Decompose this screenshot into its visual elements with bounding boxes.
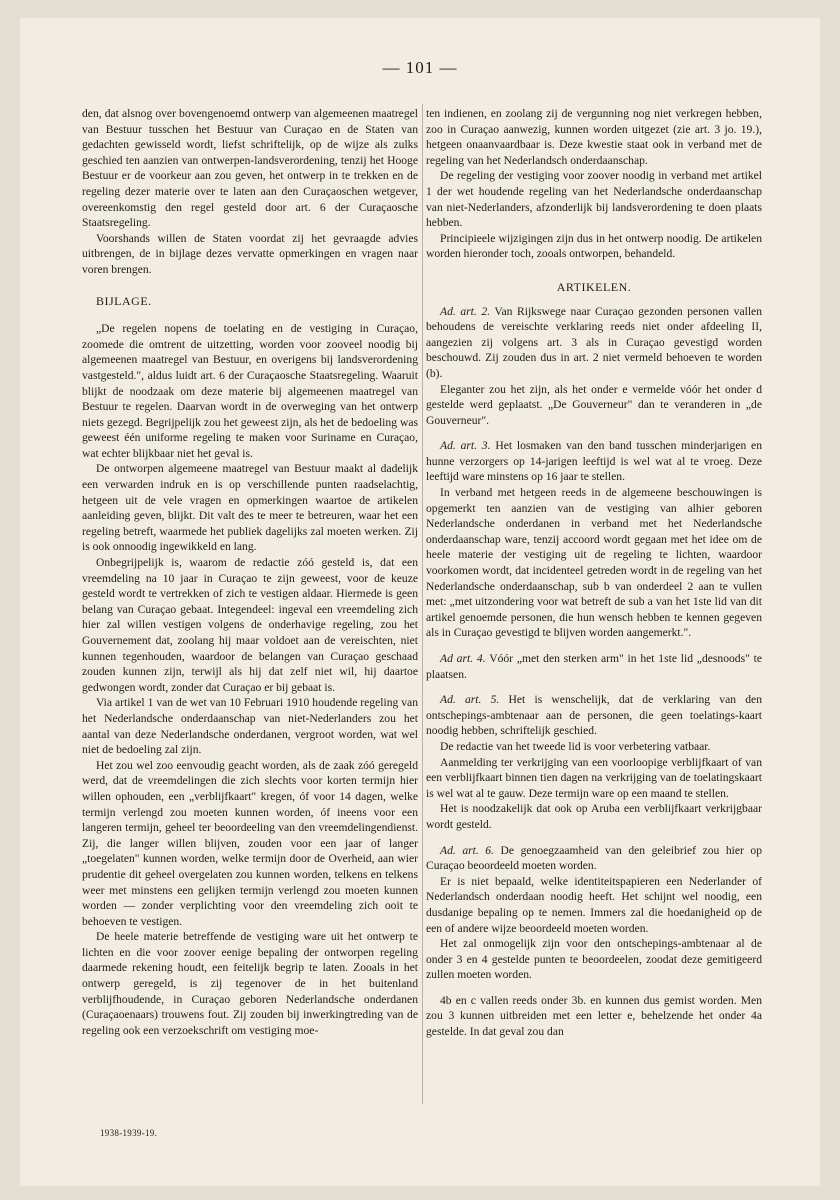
paragraph: „De regelen nopens de toelating en de vestiging in Curaçao, zoomede die omtrent de uitzetting, worden voor zooveel noodig bij algemeenen maatregel van Bestuur, en overigens bij landsverordening vastgesteld.", aldus luidt art. 6 der Curaçaosche Staatsregeling. Waaruit blijkt de noodzaak om deze materie bij algemeenen maatregel van Bestuur te regelen. Daarvan wordt in de overweging van het ontwerp niets gezegd. Begrijpelijk zou het geweest zijn, als het de bedoeling was geweest één uniforme regeling te maken voor Suriname en Curaçao, wat echter blijkbaar niet het geval is. xyxy=(82,322,418,460)
article-text: De genoegzaamheid van den geleibrief zou hier op Curaçao beoordeeld moeten worden. xyxy=(426,843,763,873)
article-paragraph xyxy=(426,843,762,874)
left-column xyxy=(82,106,418,1038)
article-label: Ad. art. 3. xyxy=(440,439,491,453)
article-label: Ad. art. 2. xyxy=(440,304,491,318)
paragraph: De ontworpen algemeene maatregel van Bestuur maakt al dadelijk een verwarden indruk en is op verschillende punten raadselachtig, hetgeen uit de vele vragen en opmerkingen waartoe de artikelen aanleiding geven, blijkt. Dit valt des te meer te betreuren, waar het een regeling betreft, waarmede het publiek dagelijks zal moeten werken. Zij is ook onnoodig ingewikkeld en lang. xyxy=(82,462,418,554)
paragraph: In verband met hetgeen reeds in de algemeene beschouwingen is opgemerkt ten aanzien van de vestiging van alhier geboren Nederlandsche onderdanen in verband met het Nederlandsche onderdaanschap ware, tenzij accoord wordt gegaan met het idee om de heele materie der vestiging uit de regeling te lichten, waardoor voorkomen wordt, dat incidenteel getreden wordt in de regeling van het Nederlandsche onderdaanschap, sub b van onderdeel 2 aan te vullen met: „met uitzondering voor wat betreft de sub a van het 1ste lid van dit artikel genoemde personen, die hun wensch hebben te kennen gegeven als in Curaçao gevestigd te blijven worden aangemerkt.". xyxy=(426,486,762,640)
article-paragraph xyxy=(426,651,762,682)
paragraph: Via artikel 1 van de wet van 10 Februari 1910 houdende regeling van het Nederlandsche onderdaanschap van niet-Nederlanders zou het aantal van deze Nederlandsche onderdanen, vergroot worden, wat wel niet de bedoeling zal zijn. xyxy=(82,696,418,757)
article-label: Ad. art. 6. xyxy=(440,843,494,857)
article-paragraph xyxy=(426,304,762,382)
paragraph: Er is niet bepaald, welke identiteitspapieren een Nederlander of Nederlandsch onderdaan noodig heeft. Het schijnt wel noodig, een dusdanige bepaling op te nemen. Immers zal die hoedanigheid op de een of andere wijze beoordeeld moeten worden. xyxy=(426,874,762,935)
paragraph: Het is noodzakelijk dat ook op Aruba een verblijfkaart verkrijgbaar wordt gesteld. xyxy=(426,802,762,831)
paragraph: 4b en c vallen reeds onder 3b. en kunnen dus gemist worden. Men zou 3 kunnen uitbreiden met een letter e, behelzende het onder 4a gestelde. In dat geval zou dan xyxy=(426,993,762,1039)
paragraph: Het zal onmogelijk zijn voor den ontschepings-ambtenaar al de onder 3 en 4 gestelde punten te beoordeelen, zoodat deze gemitigeerd zullen moeten worden. xyxy=(426,937,762,982)
column-divider xyxy=(422,104,423,1104)
footer-document-code: 1938-1939-19. xyxy=(100,1128,158,1138)
article-label: Ad. art. 5. xyxy=(440,693,500,707)
right-column xyxy=(426,106,762,1040)
paragraph: den, dat alsnog over bovengenoemd ontwerp van algemeenen maatregel van Bestuur tusschen het Bestuur van Curaçao en de Staten van gedachten gewisseld wordt, liefst schriftelijk, op de wijze als zulks geschied ten aanzien van ontwerpen-landsverordening, tenzij het Hooge Bestuur er de voorkeur aan zou geven, het ontwerp in te trekken en de regeling dezer materie over te laten aan den Curaçaoschen wetgever, overeenkomstig den regel gesteld door art. 6 der Curaçaosche Staatsregeling. xyxy=(82,107,418,230)
article-paragraph xyxy=(426,692,762,739)
section-heading-artikelen: ARTIKELEN. xyxy=(556,279,632,294)
section-heading-bijlage: BIJLAGE. xyxy=(96,293,152,308)
article-text: Het is wenschelijk, dat de verklaring van den ontschepings-ambtenaar aan de personen, die geen toelatings-kaart noodig hebben, schriftelijk geschied. xyxy=(426,693,762,738)
paragraph: Het zou wel zoo eenvoudig geacht worden, als de zaak zóó geregeld werd, dat de vreemdelingen die zich slechts voor korten termijn hier willen ophouden, een „verblijfkaart" kregen, óf voor 14 dagen, welke termijn verlengd zou moeten kunnen worden, óf ineens voor een langeren termijn, geheel ter beoordeeling van den vreemdelingendienst. Zij, die langer willen blijven, zouden voor een jaar of langer „toegelaten" kunnen worden, welke termijn door de Overheid, aan wier prudentie dit geheel overgelaten zou kunnen worden, telkens en telkens weer met minstens een gelijken termijn verlengd zou moeten kunnen worden — zonder verplichting voor den vreemdeling zich ooit te behoeven te vestigen. xyxy=(82,758,418,928)
paragraph: Voorshands willen de Staten voordat zij het gevraagde advies uitbrengen, de in bijlage dezes vervatte opmerkingen en vragen naar voren brengen. xyxy=(82,231,418,276)
article-text: Van Rijkswege naar Curaçao gezonden personen vallen behoudens de vereischte verklaring reeds niet onder afdeeling II, aangezien zij volgens art. 3 als in Curaçao gevestigd worden beschouwd. Zij zouden dus in art. 2 niet vermeld behoeven te worden (b). xyxy=(426,304,762,380)
paragraph: De redactie van het tweede lid is voor verbetering vatbaar. xyxy=(440,739,711,753)
page-number: — 101 — xyxy=(382,58,458,77)
paragraph: De regeling der vestiging voor zoover noodig in verband met artikel 1 der wet houdende regeling van het Nederlandsche onderdaanschap van niet-Nederlanders, afzonderlijk bij landsverordening te doen plaats hebben. xyxy=(426,169,762,230)
paragraph: Onbegrijpelijk is, waarom de redactie zóó gesteld is, dat een vreemdeling na 10 jaar in Curaçao te zijn geweest, voor de keuze gesteld wordt te vertrekken of zich te vestigen aldaar. Hiermede is geen belang van Curaçao gebaat. Integendeel: ingeval een vreemdeling zich hier zal willen vestigen volgens de onderhavige regeling, zou het Gouvernement dat, zoolang hij maar voldoet aan de vereischten, niet kunnen tegenhouden, waardoor de belangen van Curaçao geschaad zouden kunnen zijn, terwijl als hij dat zelf niet wil, hij daartoe gedwongen wordt, zonder dat Curaçao er bij gebaat is. xyxy=(82,556,418,694)
article-text: Het losmaken van den band tusschen minderjarigen en hunne verzorgers op 14-jarigen leeftijd is wel wat al te vroeg. Deze leeftijd ware minstens op 16 jaar te stellen. xyxy=(426,439,763,484)
paragraph: ten indienen, en zoolang zij de vergunning nog niet verkregen hebben, zoo in Curaçao aanwezig, kunnen worden uitgezet (zie art. 3 jo. 19.), hetgeen onaanvaardbaar is. Deze kwestie staat ook in verband met de regeling van het Nederlandsch onderdaanschap. xyxy=(426,107,762,167)
article-text: Vóór „met den sterken arm" in het 1ste lid „desnoods" te plaatsen. xyxy=(426,652,762,681)
paragraph: De heele materie betreffende de vestiging ware uit het ontwerp te lichten en die voor zoover eenige bepaling der ontworpen regeling daarmede rekening houdt, een feitelijk begrip te laten. Zooals in het ontwerp geregeld, is zij tegenover de in het buitenland verblijfhoudende, in Curaçao geboren Nederlandsche onderdanen (Curaçaoenaars) trouwens fout. Zij zouden bij inwerkingtreding van de regeling ook een verzoekschrift om vestiging moe- xyxy=(82,930,418,1037)
paragraph: Principieele wijzigingen zijn dus in het ontwerp noodig. De artikelen worden hieronder toch, zooals ontworpen, behandeld. xyxy=(426,231,762,261)
paragraph: Eleganter zou het zijn, als het onder e vermelde vóór het onder d gestelde werd geplaatst. „De Gouverneur" dan te veranderen in „de Gouverneur". xyxy=(426,382,762,427)
article-label: Ad art. 4. xyxy=(440,652,486,665)
article-paragraph xyxy=(426,438,762,485)
paragraph: Aanmelding ter verkrijging van een voorloopige verblijfkaart of van een verblijfkaart binnen tien dagen na verkrijging van de toelatingskaart is wel wat al te gauw. Deze termijn ware op een maand te stellen. xyxy=(426,755,762,800)
